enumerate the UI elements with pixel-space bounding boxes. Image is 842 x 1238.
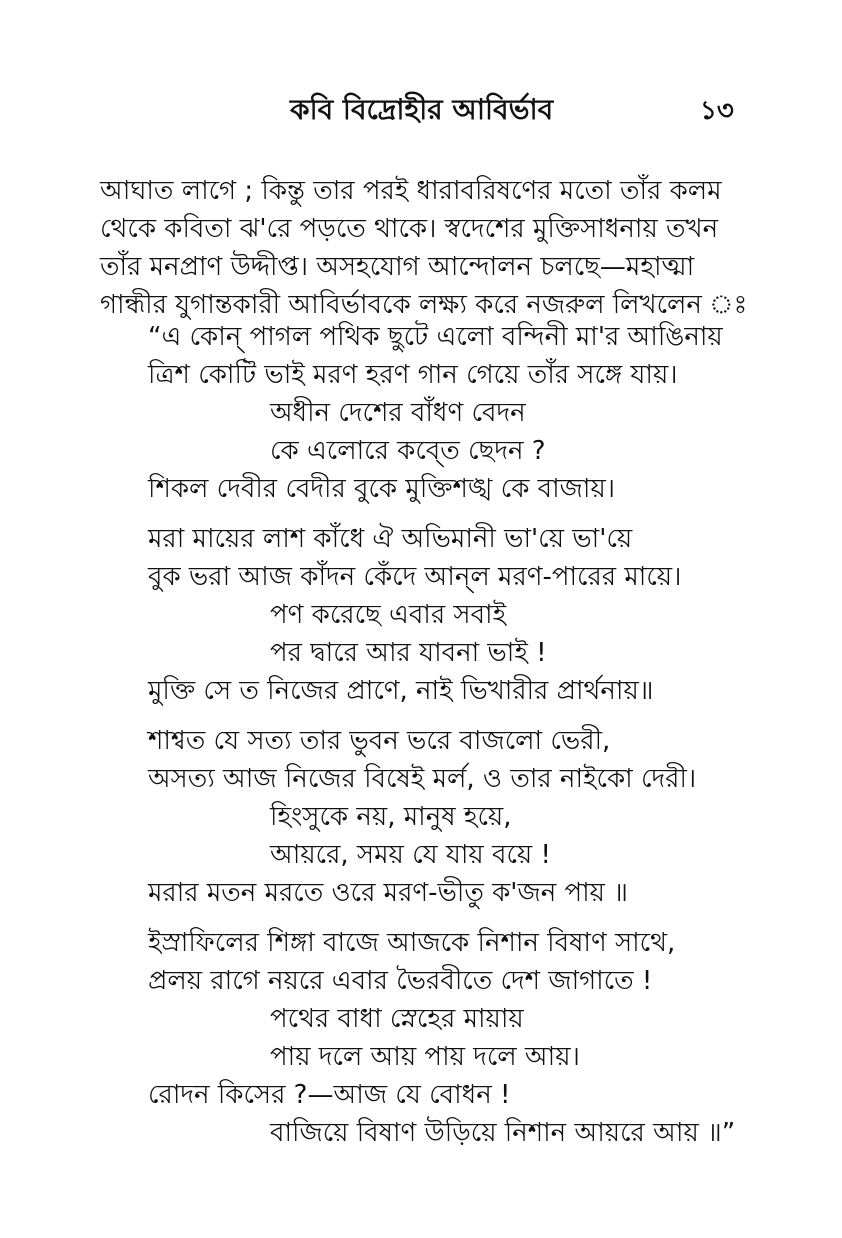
poem-line: শাশ্বত যে সত্য তার ভুবন ভরে বাজলো ভেরী, [148, 726, 611, 756]
poem-block [0, 318, 842, 1164]
poem-line: শিকল দেবীর বেদীর বুকে মুক্তিশঙ্খ কে বাজায়। [148, 474, 616, 504]
poem-line: প্রলয় রাগে নয়রে এবার ভৈরবীতে দেশ জাগাতে ! [148, 966, 653, 996]
poem-stanza [0, 318, 842, 508]
paragraph-line: তাঁর মনপ্রাণ উদ্দীপ্ত। অসহযোগ আন্দোলন চলছে—মহাত্মা [100, 252, 695, 282]
poem-line: পর দ্বারে আর যাবনা ভাই ! [270, 638, 547, 668]
poem-line: বাজিয়ে বিষাণ উড়িয়ে নিশান আয়রে আয় ॥” [270, 1118, 736, 1148]
poem-line: বুক ভরা আজ কাঁদন কেঁদে আন্ল মরণ-পারের মায়ে। [148, 562, 682, 592]
poem-line: রোদন কিসের ?—আজ যে বোধন ! [148, 1080, 511, 1110]
poem-line: পথের বাধা স্নেহের মায়ায় [270, 1004, 524, 1034]
poem-line: হিংসুকে নয়, মানুষ হয়ে, [270, 802, 512, 832]
poem-line: মরার মতন মরতে ওরে মরণ-ভীতু ক'জন পায় ॥ [148, 878, 628, 908]
prose-paragraph [100, 172, 760, 324]
poem-line: পায় দলে আয় পায় দলে আয়। [270, 1042, 580, 1072]
poem-line: মরা মায়ের লাশ কাঁধে ঐ অভিমানী ভা'য়ে ভা'য়ে [148, 524, 633, 554]
poem-line: ইস্রাফিলের শিঙ্গা বাজে আজকে নিশান বিষাণ সাথে, [148, 928, 676, 958]
poem-stanza [0, 520, 842, 710]
paragraph-line: গান্ধীর যুগান্তকারী আবির্ভাবকে লক্ষ্য করে নজরুল লিখলেন ঃ [100, 290, 748, 320]
poem-stanza [0, 722, 842, 912]
poem-line: অধীন দেশের বাঁধণ বেদন [270, 398, 526, 428]
poem-line: পণ করেছে এবার সবাই [270, 600, 507, 630]
poem-stanza [0, 924, 842, 1152]
poem-line: ত্রিশ কোটি ভাই মরণ হরণ গান গেয়ে তাঁর সঙ্গে যায়। [148, 360, 678, 390]
paragraph-line: থেকে কবিতা ঝ'রে পড়তে থাকে। স্বদেশের মুক্তিসাধনায় তখন [100, 214, 719, 244]
poem-line: মুক্তি সে ত নিজের প্রাণে, নাই ভিখারীর প্রার্থনায়॥ [148, 676, 654, 706]
poem-line: আয়রে, সময় যে যায় বয়ে ! [270, 840, 551, 870]
page-header [0, 88, 842, 128]
paragraph-line: আঘাত লাগে ; কিন্তু তার পরই ধারাবরিষণের মতো তাঁর কলম [100, 176, 722, 206]
poem-line: “এ কোন্ পাগল পথিক ছুটে এলো বন্দিনী মা'র আঙিনায় [148, 322, 723, 352]
running-title: কবি বিদ্রোহীর আবির্ভাব [290, 93, 554, 126]
poem-line: কে এলোরে কব্তে ছেদন ? [270, 436, 546, 466]
poem-line: অসত্য আজ নিজের বিষেই মর্ল, ও তার নাইকো দেরী। [148, 764, 697, 794]
page-number: ১৩ [700, 96, 734, 126]
